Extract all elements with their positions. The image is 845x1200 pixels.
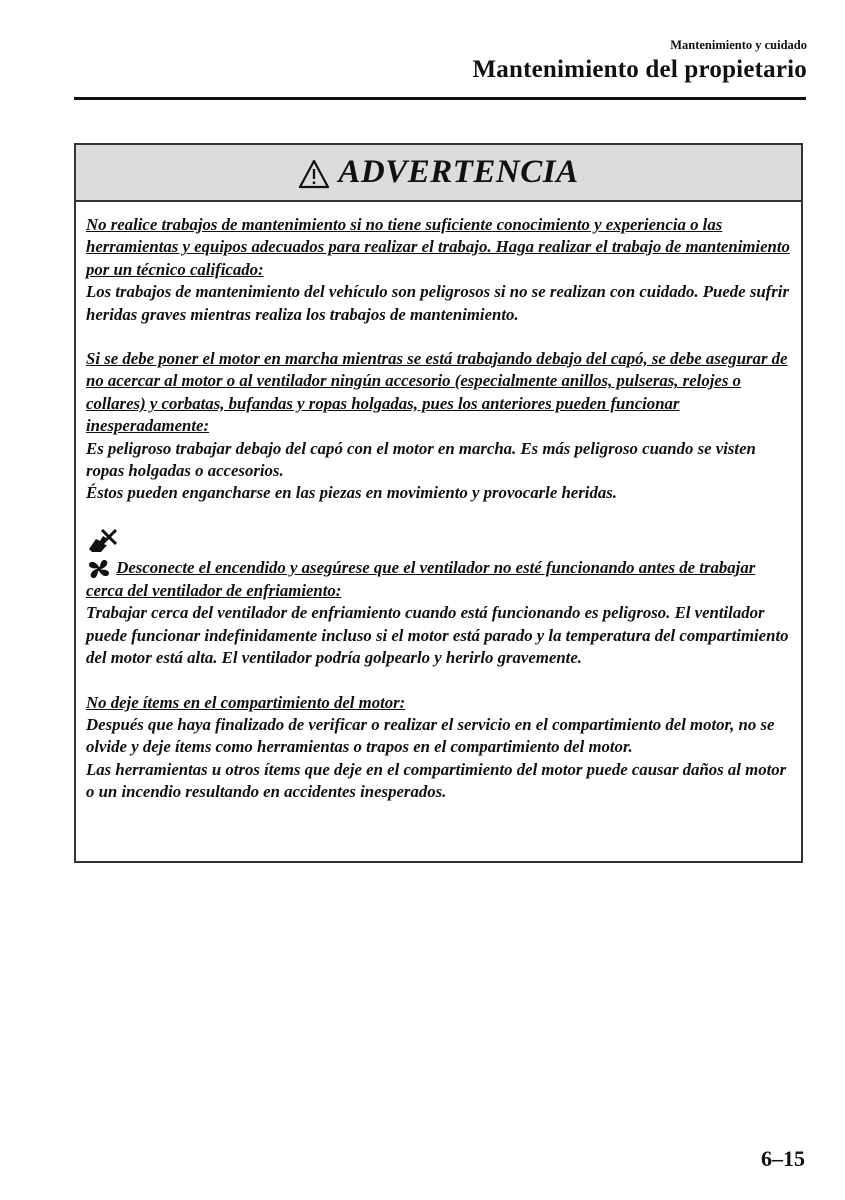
fan-heading-line — [86, 557, 791, 603]
no-hand-icon — [86, 527, 118, 555]
warning-item-text: Después que haya finalizado de verificar o realizar el servicio en el compartimiento del motor, no se olvide y deje ítems como herramientas o trapos en el compartimiento del motor. — [86, 715, 775, 757]
page-title: Mantenimiento del propietario — [472, 56, 807, 83]
page-number: 6–15 — [761, 1146, 805, 1171]
warning-item-heading: No realice trabajos de mantenimiento si no tiene suficiente conocimiento y experiencia o las herramientas y equipos adecuados para realizar el trabajo. Haga realizar el trabajo de mantenimiento por un técnico calificado: — [86, 215, 790, 279]
warning-header — [76, 145, 801, 202]
section-title: Mantenimiento y cuidado — [670, 38, 807, 52]
warning-item-text: Los trabajos de mantenimiento del vehículo son peligrosos si no se realizan con cuidado. Puede sufrir heridas graves mientras realiza los trabajos de mantenimiento. — [86, 282, 789, 324]
warning-item — [86, 527, 791, 670]
warning-item-text: Es peligroso trabajar debajo del capó con el motor en marcha. Es más peligroso cuando se visten ropas holgadas o accesorios. — [86, 438, 756, 481]
warning-item — [86, 692, 791, 804]
warning-item — [86, 348, 791, 505]
warning-box — [74, 143, 803, 863]
warning-item — [86, 214, 791, 326]
fan-icon — [86, 558, 112, 580]
warning-body — [76, 202, 801, 804]
warning-item-text: Trabajar cerca del ventilador de enfriamiento cuando está funcionando es peligroso. El ventilador puede funcionar indefinidamente incluso si el motor está parado y la temperatura del compartimiento del motor está alta. El ventilador podría golpearlo y herirlo gravemente. — [86, 603, 789, 668]
warning-item-heading: Desconecte el encendido y asegúrese que el ventilador no esté funcionando antes de trabajar cerca del ventilador de enfriamiento: — [86, 557, 756, 601]
warning-triangle-icon — [298, 159, 330, 189]
warning-title: ADVERTENCIA — [338, 154, 579, 190]
warning-item-text: Éstos pueden engancharse en las piezas en movimiento y provocarle heridas. — [86, 483, 617, 503]
no-hand-icon-wrap — [86, 527, 791, 557]
warning-item-heading: No deje ítems en el compartimiento del motor: — [86, 692, 406, 712]
header-divider — [74, 97, 806, 100]
warning-item-text: Las herramientas u otros ítems que deje en el compartimiento del motor puede causar daños al motor o un incendio resultando en accidentes inesperados. — [86, 759, 787, 802]
warning-item-heading: Si se debe poner el motor en marcha mientras se está trabajando debajo del capó, se debe asegurar de no acercar al motor o al ventilador ningún accesorio (especialmente anillos, pulseras, relojes o collares) y corbatas, bufandas y ropas holgadas, pues los anteriores pueden funcionar inesperadamente: — [86, 349, 788, 436]
